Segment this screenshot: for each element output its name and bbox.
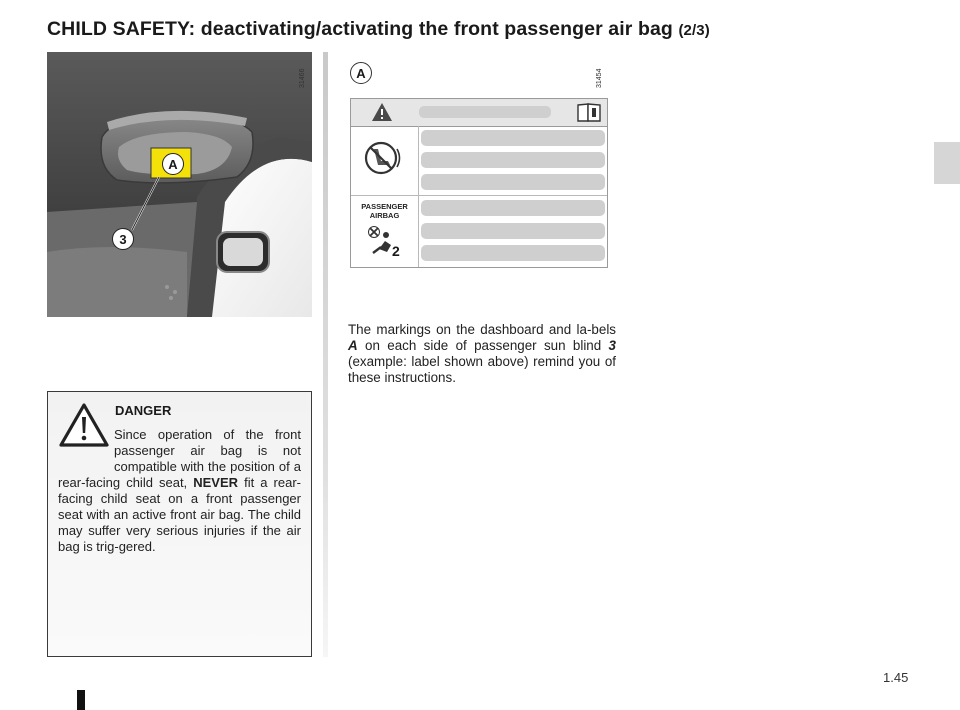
photo-ref-code: 31466 (299, 68, 306, 88)
sun-visor-illustration (47, 52, 312, 317)
label-text-bar (421, 223, 605, 239)
column-divider (323, 52, 328, 657)
warning-triangle-icon (371, 102, 393, 122)
label-text-bar (421, 245, 605, 261)
passenger-airbag-off-icon (367, 225, 407, 259)
passenger-airbag-text: PASSENGER AIRBAG (361, 202, 408, 220)
chapter-tab (934, 142, 960, 184)
label-header-bar (419, 106, 551, 118)
label-text-bar (421, 152, 605, 168)
diagram-ref-code: 31454 (596, 68, 603, 88)
page-number: 1.45 (883, 670, 909, 685)
label-text-bar (421, 200, 605, 216)
label-horizontal-divider (351, 195, 607, 196)
label-text-bar (421, 174, 605, 190)
label-text-bar (421, 130, 605, 146)
danger-box (47, 391, 312, 657)
danger-heading: DANGER (115, 403, 172, 418)
page-title-part: (2/3) (678, 22, 710, 39)
body-paragraph: The markings on the dashboard and la-bels A on each side of passenger sun blind 3 (example: label shown above) remind you of these instructions. (348, 322, 616, 385)
page-title: CHILD SAFETY: deactivating/activating the front passenger air bag (2/3) (47, 18, 710, 40)
diagram-letter-a: A (350, 62, 372, 84)
manual-book-icon (577, 103, 601, 122)
callout-a: A (162, 153, 184, 175)
callout-3: 3 (112, 228, 134, 250)
no-child-seat-icon (364, 139, 406, 177)
sun-visor-drawing (47, 52, 312, 317)
label-header (351, 99, 607, 127)
airbag-icon-digit: 2 (392, 243, 400, 259)
airbag-label-diagram (350, 98, 608, 268)
danger-text: Since operation of the front passenger air bag is not compatible with the position of a rear-facing child seat, NEVER fit a rear-facing child seat on a front passenger seat with an active front air bag. The child may suffer very serious injuries if the air bag is trig-gered. (58, 427, 301, 554)
label-vertical-divider (418, 126, 419, 267)
corner-mark (77, 690, 85, 710)
